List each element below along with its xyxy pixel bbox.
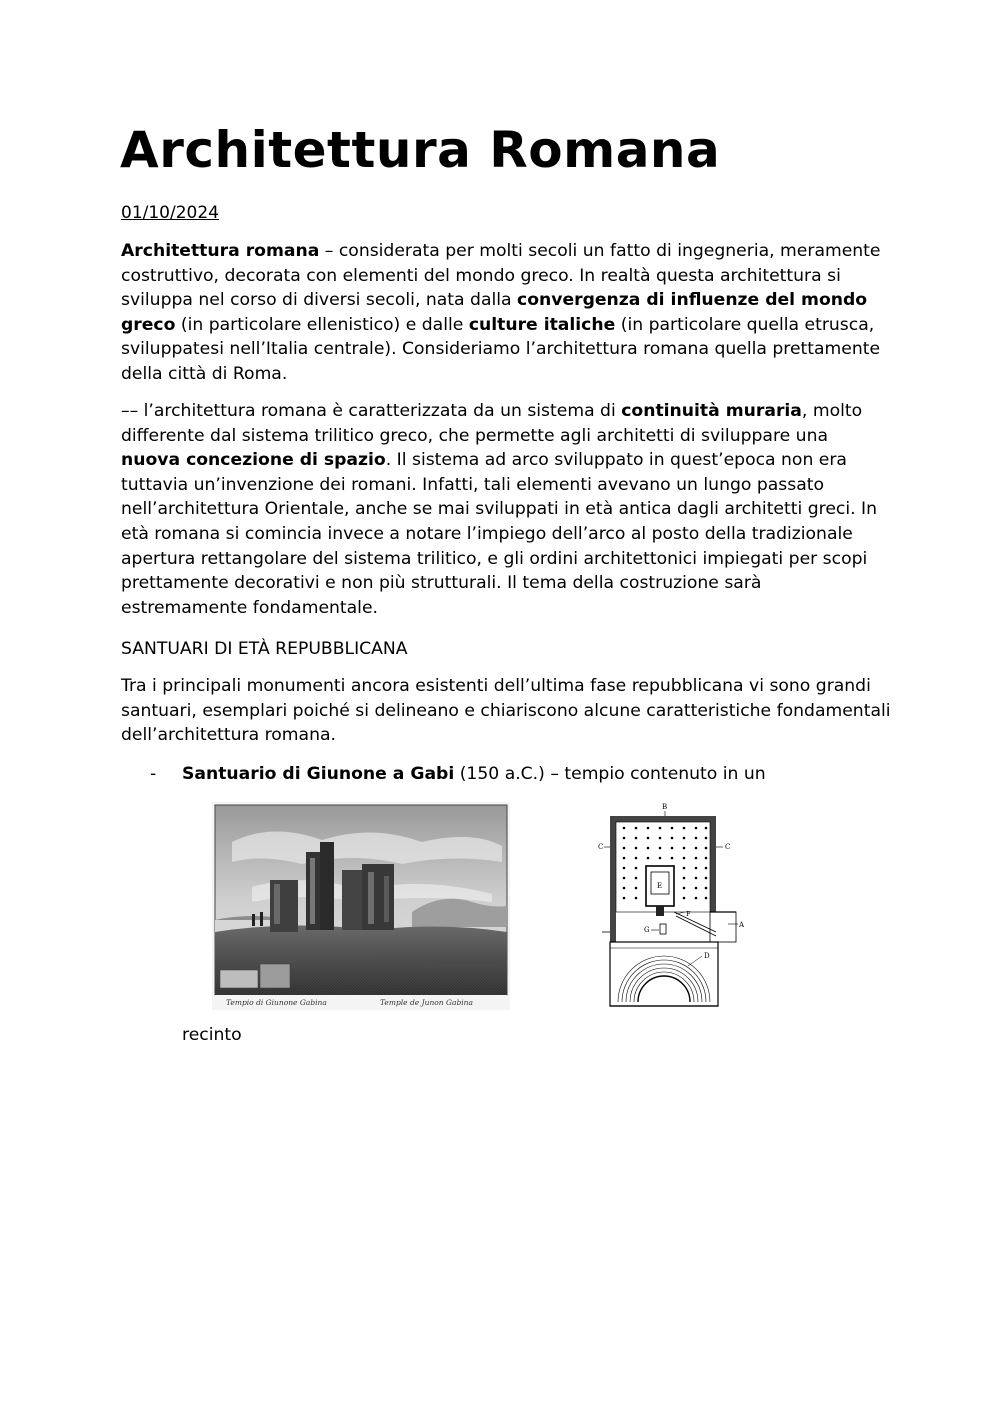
plan-column-dot bbox=[635, 857, 638, 860]
plan-column-dot bbox=[635, 887, 638, 890]
list-item bbox=[182, 762, 766, 786]
plan-column-dot bbox=[623, 887, 626, 890]
bold-term: convergenza di influenze del mondo greco bbox=[121, 290, 868, 335]
section-heading: SANTUARI DI ETÀ REPUBBLICANA bbox=[121, 639, 408, 659]
plan-column-dot bbox=[623, 857, 626, 860]
plan-column-dot bbox=[671, 827, 674, 830]
plan-label-c-right: C bbox=[725, 843, 731, 851]
paragraph-text: , molto differente dal sistema trilitico greco, che permette agli architetti di sviluppare una bbox=[121, 401, 863, 446]
plan-label-c-left: C bbox=[598, 843, 604, 851]
plan-column-dot bbox=[623, 847, 626, 850]
plan-column-dot bbox=[659, 837, 662, 840]
paragraph-text: . Il sistema ad arco sviluppato in quest’epoca non era tuttavia un’invenzione dei romani. Infatti, tali elementi avevano un lungo passato nell’architettura Orientale, anche se mai sviluppati in età antica dagli architetti greci. In età romana si comincia invece a notare l’impiego dell’arco al posto della tradizionale apertura rettangolare del sistema trilitico, e gli ordini architettonici impiegati per scopi prettamente decorativi e non più strutturali. Il tema della costruzione sarà estremamente fondamentale. bbox=[121, 450, 878, 618]
plan-column-dot bbox=[659, 857, 662, 860]
plan-label-g: G bbox=[644, 926, 650, 934]
plan-column-dot bbox=[647, 857, 650, 860]
plan-label-f: F bbox=[686, 910, 691, 918]
plan-column-dot bbox=[671, 857, 674, 860]
plan-column-dot bbox=[635, 847, 638, 850]
plan-column-dot bbox=[623, 867, 626, 870]
plan-column-dot bbox=[671, 837, 674, 840]
plan-column-dot bbox=[705, 837, 708, 840]
plan-column-dot bbox=[705, 887, 708, 890]
plan-column-dot bbox=[683, 867, 686, 870]
bold-term: culture italiche bbox=[468, 314, 616, 335]
sanctuaries-paragraph: Tra i principali monumenti ancora esistenti dell’ultima fase repubblicana vi sono grandi santuari, esemplari poiché si delineano e chiariscono alcune caratteristiche fondamentali dell’architettura romana. bbox=[121, 676, 891, 746]
plan-column-dot bbox=[705, 867, 708, 870]
plan-column-dot bbox=[635, 837, 638, 840]
plan-column-dot bbox=[635, 867, 638, 870]
plan-column-dot bbox=[705, 827, 708, 830]
plan-column-dot bbox=[695, 857, 698, 860]
intro-paragraph bbox=[121, 239, 891, 387]
plan-column-dot bbox=[671, 847, 674, 850]
plan-column-dot bbox=[705, 847, 708, 850]
engraving-caption-left: Tempio di Giunone Gabina bbox=[226, 998, 327, 1007]
engraving-caption-right: Temple de Junon Gabina bbox=[380, 998, 473, 1007]
sanctuary-plan-image bbox=[598, 800, 750, 1010]
plan-column-dot bbox=[683, 837, 686, 840]
paragraph-text: (in particolare quella etrusca, sviluppatesi nell’Italia centrale). Consideriamo l’architettura romana quella prettamente della città di Roma. bbox=[121, 314, 881, 384]
plan-column-dot bbox=[623, 837, 626, 840]
plan-column-dot bbox=[623, 877, 626, 880]
plan-column-dot bbox=[683, 827, 686, 830]
wall-continuity-paragraph bbox=[121, 399, 891, 620]
plan-column-dot bbox=[695, 837, 698, 840]
list-bullet: - bbox=[150, 764, 157, 784]
bold-term: Santuario di Giunone a Gabi bbox=[182, 764, 455, 784]
plan-column-dot bbox=[683, 897, 686, 900]
temple-engraving-image bbox=[212, 802, 510, 1010]
list-item-text: (150 a.C.) – tempio contenuto in un bbox=[454, 764, 766, 784]
plan-column-dot bbox=[647, 827, 650, 830]
bold-term: Architettura romana bbox=[121, 241, 320, 261]
plan-column-dot bbox=[659, 827, 662, 830]
plan-column-dot bbox=[695, 847, 698, 850]
plan-column-dot bbox=[647, 837, 650, 840]
plan-label-e: E bbox=[657, 882, 663, 890]
plan-column-dot bbox=[623, 897, 626, 900]
plan-label-d: D bbox=[704, 952, 710, 960]
plan-label-a: A bbox=[739, 921, 745, 929]
plan-column-dot bbox=[659, 847, 662, 850]
paragraph-text: (in particolare ellenistico) e dalle bbox=[175, 314, 469, 335]
plan-column-dot bbox=[683, 857, 686, 860]
plan-column-dot bbox=[623, 827, 626, 830]
plan-column-dot bbox=[695, 867, 698, 870]
document-date: 01/10/2024 bbox=[121, 203, 219, 223]
plan-column-dot bbox=[695, 897, 698, 900]
plan-column-dot bbox=[705, 897, 708, 900]
plan-column-dot bbox=[683, 877, 686, 880]
list-item-continuation: recinto bbox=[182, 1025, 242, 1045]
plan-column-dot bbox=[695, 827, 698, 830]
plan-column-dot bbox=[705, 877, 708, 880]
plan-column-dot bbox=[635, 877, 638, 880]
paragraph-text: –– l’architettura romana è caratterizzata da un sistema di bbox=[121, 401, 622, 421]
bold-term: continuità muraria bbox=[621, 401, 802, 421]
bold-term: nuova concezione di spazio bbox=[121, 450, 386, 471]
page-title: Architettura Romana bbox=[120, 121, 721, 179]
plan-column-dot bbox=[683, 847, 686, 850]
plan-column-dot bbox=[695, 877, 698, 880]
plan-column-dot bbox=[647, 847, 650, 850]
plan-column-dot bbox=[683, 887, 686, 890]
plan-column-dot bbox=[695, 887, 698, 890]
paragraph-text: – considerata per molti secoli un fatto di ingegneria, meramente costruttivo, decorata con elementi del mondo greco. In realtà questa architettura si sviluppa nel corso di diversi secoli, nata dalla bbox=[121, 241, 881, 311]
plan-column-dot bbox=[705, 857, 708, 860]
plan-column-dot bbox=[635, 827, 638, 830]
plan-label-b: B bbox=[662, 803, 668, 811]
plan-column-dot bbox=[635, 897, 638, 900]
